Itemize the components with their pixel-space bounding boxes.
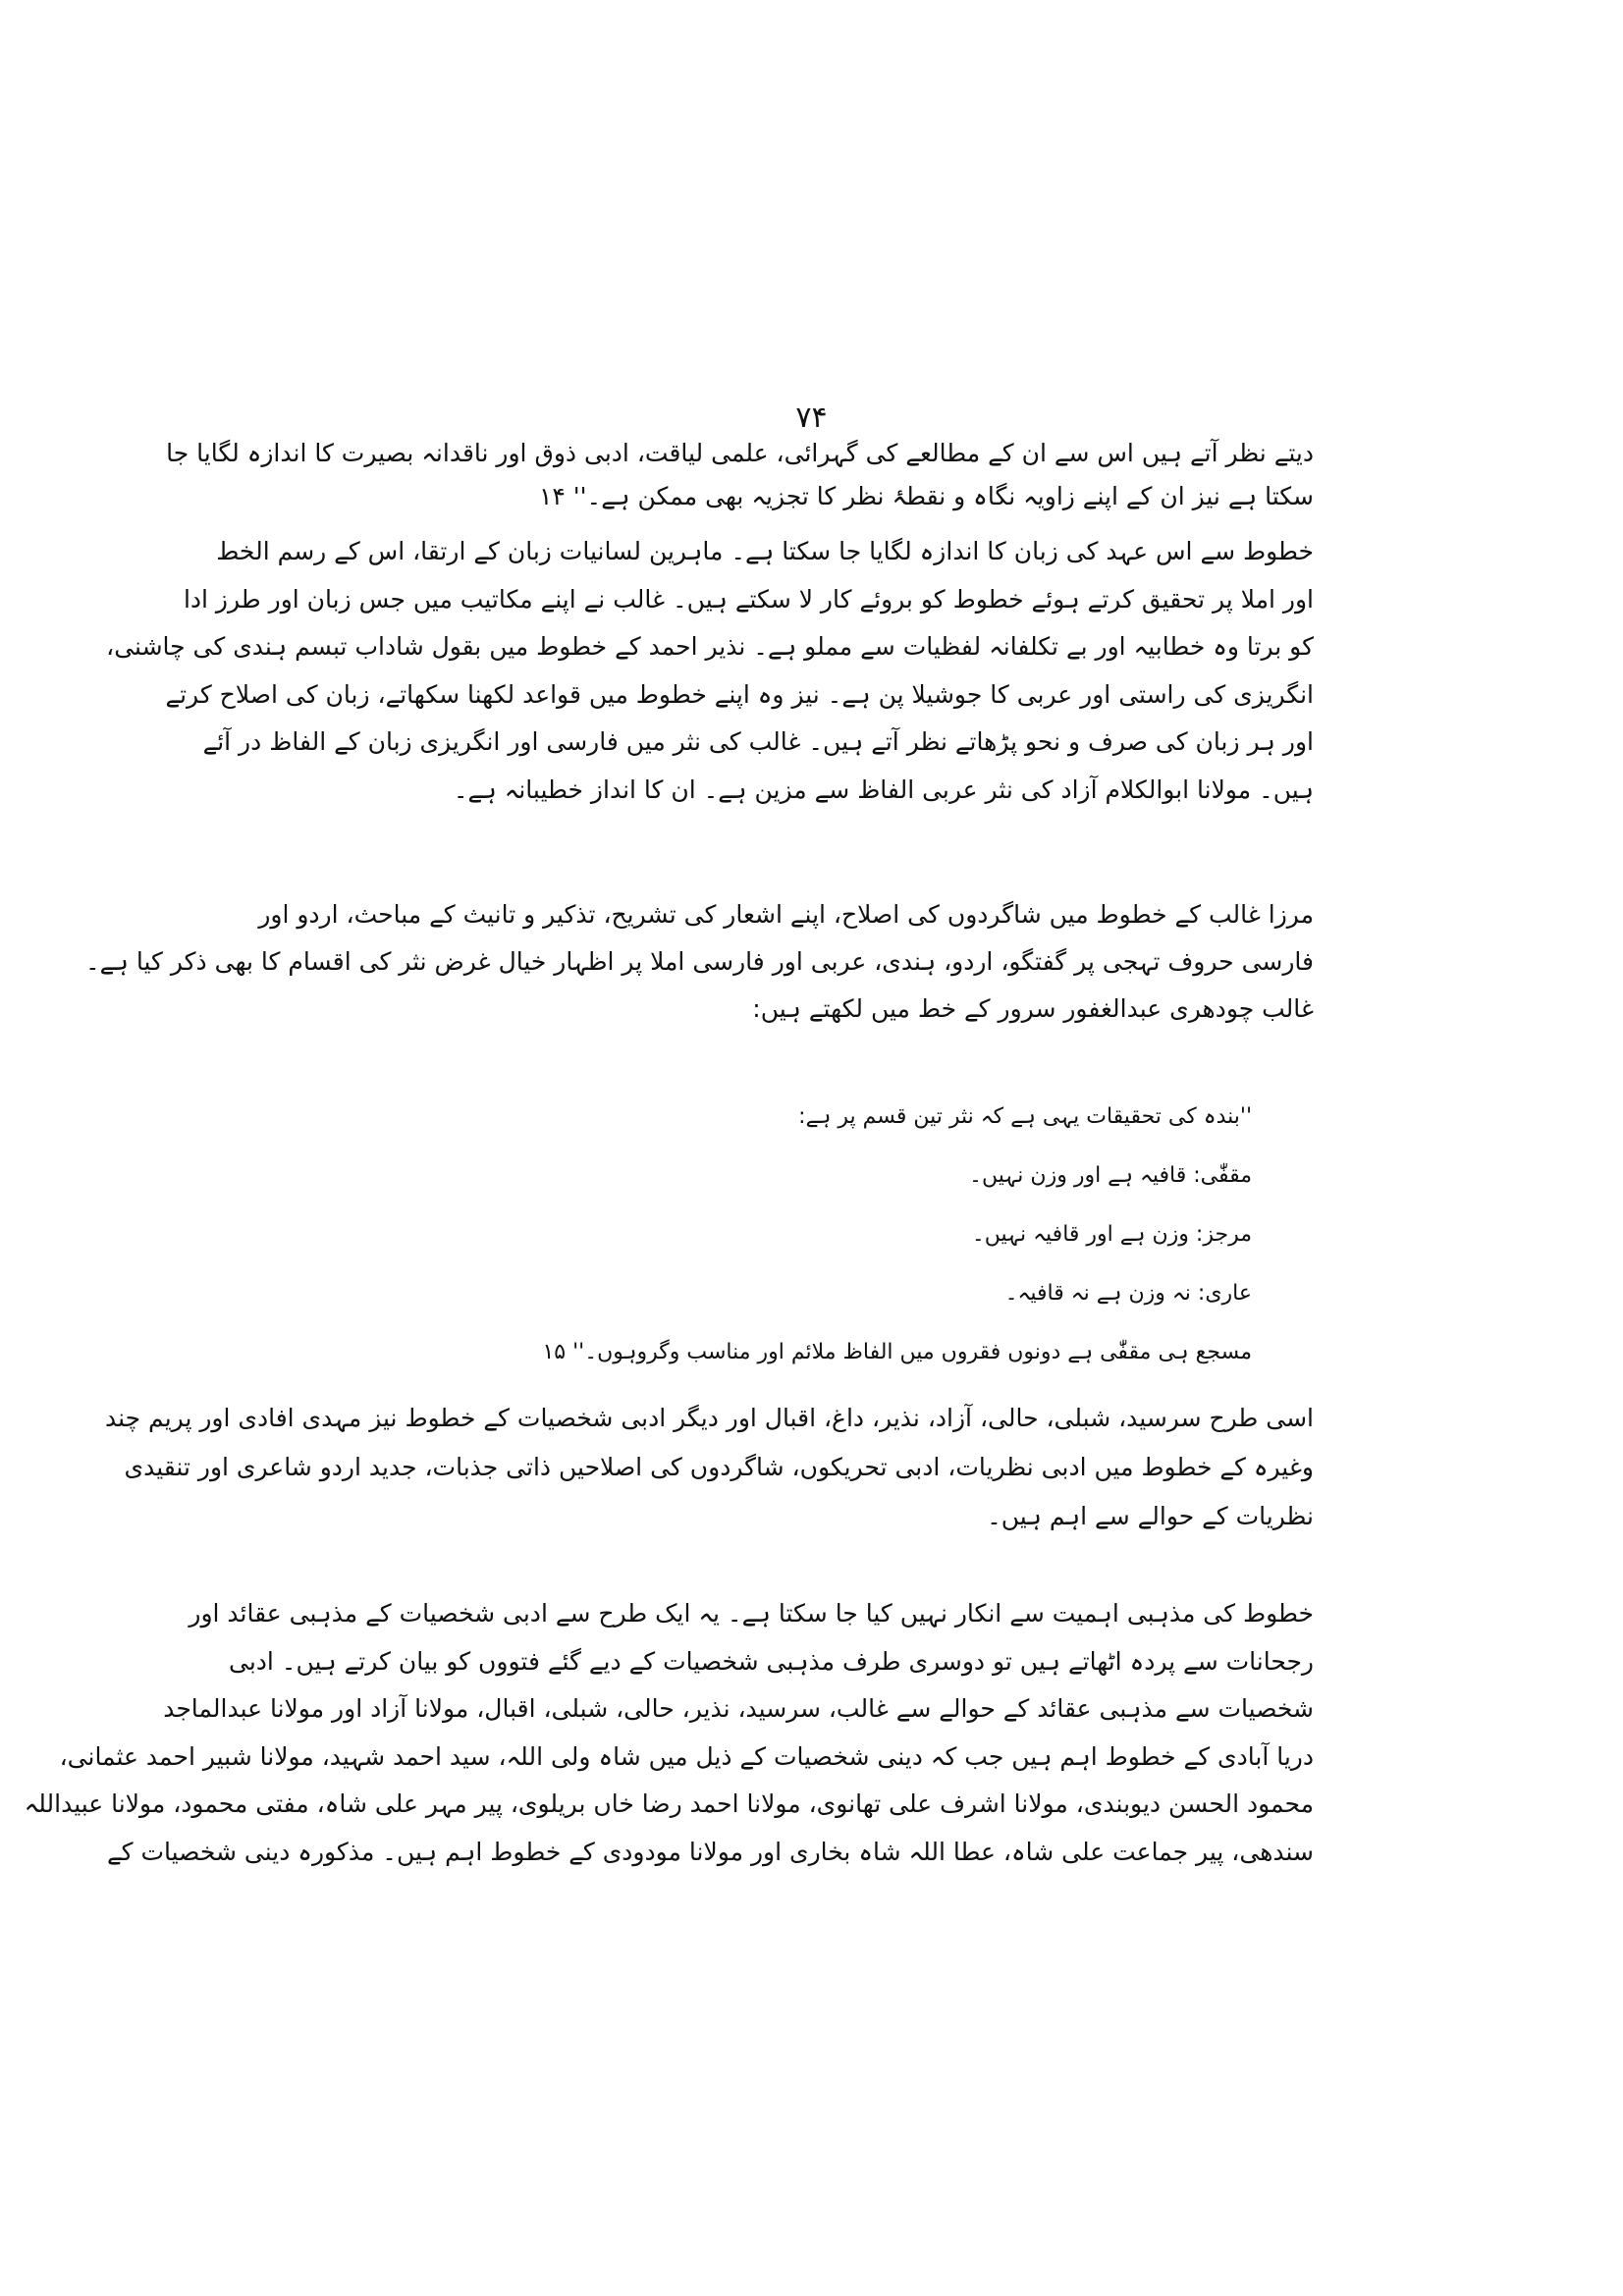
text-line: اور ہر زبان کی صرف و نحو پڑھاتے نظر آتے ہیں۔ غالب کی نثر میں فارسی اور انگریزی زبان کے الفاظ در آئے [202,727,1314,756]
text-line: فارسی حروف تہجی پر گفتگو، اردو، ہندی، عربی اور فارسی املا پر اظہار خیال غرض نثر کی اقسام کا بھی ذکر کیا ہے۔ [84,947,1314,976]
text-line: شخصیات سے مذہبی عقائد کے حوالے سے غالب، سرسید، نذیر، حالی، شبلی، اقبال، مولانا آزاد اور مولانا عبدالماجد [163,1694,1314,1723]
text-line: کو برتا وہ خطابیہ اور بے تکلفانہ لفظیات سے مملو ہے۔ نذیر احمد کے خطوط میں بقول شاداب تبسم ہندی کی چاشنی، [106,632,1314,661]
text-line: اسی طرح سرسید، شبلی، حالی، آزاد، نذیر، داغ، اقبال اور دیگر ادبی شخصیات کے خطوط نیز مہدی افادی اور پریم چند [104,1404,1314,1432]
page-number: ۷۴ [795,400,828,435]
paragraph-literary-figures [104,1394,1314,1541]
text-line: رجحانات سے پردہ اٹھاتے ہیں تو دوسری طرف مذہبی شخصیات کے دیے گئے فتووں کو بیان کرتے ہیں۔ ادبی [228,1646,1314,1676]
paragraph-ghalib [84,891,1314,1033]
text-line: خطوط کی مذہبی اہمیت سے انکار نہیں کیا جا سکتا ہے۔ یہ ایک طرح سے ادبی شخصیات کے مذہبی عقائد اور [189,1599,1314,1628]
paragraph-language [106,528,1314,814]
text-line: دریا آبادی کے خطوط اہم ہیں جب کہ دینی شخصیات کے ذیل میں شاہ ولی اللہ، سید احمد شہید، مولانا شبیر احمد عثمانی، [59,1741,1314,1771]
verse-line: ''بندہ کی تحقیقات یہی ہے کہ نثر تین قسم پر ہے: [798,1104,1252,1129]
text-line: اور املا پر تحقیق کرتے ہوئے خطوط کو بروئے کار لا سکتے ہیں۔ غالب نے اپنے مکاتیب میں جس زبان اور طرز ادا [183,584,1314,614]
verse-line: عاری: نہ وزن ہے نہ قافیہ۔ [1004,1281,1252,1306]
paragraph-religious [24,1590,1314,1876]
text-line: انگریزی کی راستی اور عربی کا جوشیلا پن ہے۔ نیز وہ اپنے خطوط میں قواعد لکھنا سکھاتے، زبان کی اصلاح کرتے [165,679,1314,709]
verse-line: مرجز: وزن ہے اور قافیہ نہیں۔ [971,1222,1252,1247]
quoted-verse [393,1088,1252,1382]
verse-line: مسجع ہی مقفّٰی ہے دونوں فقروں میں الفاظ ملائم اور مناسب وگروہوں۔'' ۱۵ [542,1340,1252,1364]
text-line: نظریات کے حوالے سے اہم ہیں۔ [987,1502,1314,1530]
text-line: غالب چودھری عبدالغفور سرور کے خط میں لکھتے ہیں: [752,994,1314,1023]
verse-line: مقفّٰی: قافیہ ہے اور وزن نہیں۔ [969,1163,1252,1188]
text-line: ہیں۔ مولانا ابوالکلام آزاد کی نثر عربی الفاظ سے مزین ہے۔ ان کا انداز خطیبانہ ہے۔ [453,774,1314,804]
text-line: وغیرہ کے خطوط میں ادبی نظریات، ادبی تحریکوں، شاگردوں کی اصلاحیں ذاتی جذبات، جدید اردو شاعری اور تنقیدی [124,1453,1314,1481]
text-line: دیتے نظر آتے ہیں اس سے ان کے مطالعے کی گہرائی، علمی لیاقت، ادبی ذوق اور ناقدانہ بصیرت کا اندازہ لگایا جا [166,439,1314,467]
text-line: مرزا غالب کے خطوط میں شاگردوں کی اصلاح، اپنے اشعار کی تشریح، تذکیر و تانیث کے مباحث، اردو اور [258,900,1314,929]
text-line: سکتا ہے نیز ان کے اپنے زاویہ نگاہ و نقطۂ نظر کا تجزیہ بھی ممکن ہے۔'' ۱۴ [539,482,1314,510]
text-line: خطوط سے اس عہد کی زبان کا اندازہ لگایا جا سکتا ہے۔ ماہرین لسانیات زبان کے ارتقا، اس کے رسم الخط [216,537,1314,565]
quote-continuation [166,432,1314,518]
text-line: سندھی، پیر جماعت علی شاہ، عطا اللہ شاہ بخاری اور مولانا مودودی کے خطوط اہم ہیں۔ مذکورہ دینی شخصیات کے [106,1837,1314,1866]
text-line: محمود الحسن دیوبندی، مولانا اشرف علی تھانوی، مولانا احمد رضا خاں بریلوی، پیر مہر علی شاہ، مفتی محمود، مولانا عبیداللہ [24,1789,1314,1818]
